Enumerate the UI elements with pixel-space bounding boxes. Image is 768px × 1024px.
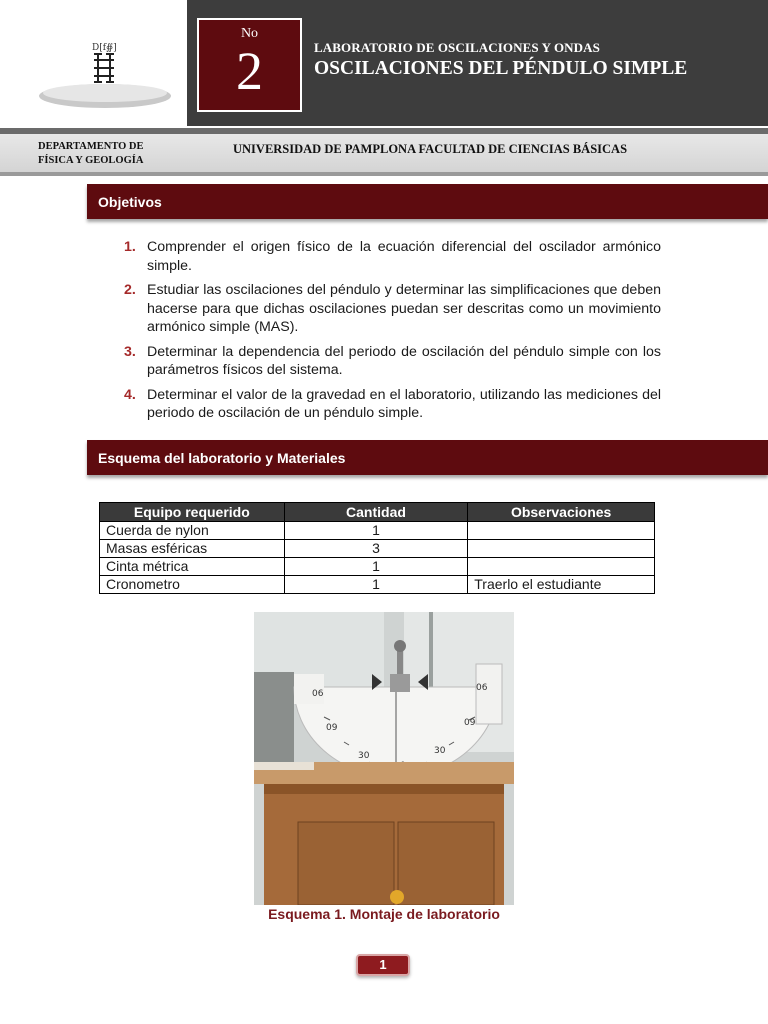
cell-quantity: 1 [284,576,468,594]
cell-quantity: 1 [284,522,468,540]
protractor-label: 30 [434,746,446,756]
column-header-equipment: Equipo requerido [100,503,285,522]
table-header-row [100,503,655,522]
cell-observations: Traerlo el estudiante [468,576,655,594]
list-item [124,281,661,337]
department-line-1: DEPARTAMENTO DE [38,141,144,152]
cell-equipment: Masas esféricas [100,540,285,558]
list-item-text: Determinar la dependencia del periodo de oscilación del péndulo simple con los parámetros físicos del sistema. [147,343,661,378]
protractor-label: 06 [476,683,488,693]
cell-observations [468,540,655,558]
objectives-heading-bar [87,184,768,219]
protractor-label: 06 [312,689,324,699]
list-item-text: Comprender el origen físico de la ecuación diferencial del oscilador armónico simple. [147,239,661,274]
pendulum-setup-image [254,612,514,905]
materials-heading: Esquema del laboratorio y Materiales [98,450,346,466]
materials-heading-bar [87,440,768,475]
table-row [100,558,655,576]
objectives-heading: Objetivos [98,194,162,210]
column-header-observations: Observaciones [468,503,655,522]
cell-observations [468,558,655,576]
band-divider [0,172,768,176]
table-row [100,522,655,540]
lab-number-box [197,18,302,112]
lab-subtitle: LABORATORIO DE OSCILACIONES Y ONDAS [314,40,600,55]
logo-text: D[f∯] [92,43,117,53]
cell-quantity: 1 [284,558,468,576]
lab-title: OSCILACIONES DEL PÉNDULO SIMPLE [314,58,688,79]
department-line-2: FÍSICA Y GEOLOGÍA [38,155,144,166]
list-item [124,386,661,423]
list-item-number: 3. [124,343,136,360]
protractor-label: 09 [326,723,338,733]
table-row [100,576,655,594]
objectives-list [124,238,661,429]
lab-number-label: No [240,26,259,41]
figure-caption: Esquema 1. Montaje de laboratorio [268,906,500,922]
list-item-number: 2. [124,282,136,298]
table-row [100,540,655,558]
department-name [38,140,144,168]
list-item-number: 1. [124,239,136,255]
lab-number: 2 [236,41,263,101]
materials-table [99,502,655,594]
protractor-label: 09 [464,718,476,728]
list-item [124,238,661,275]
cell-observations [468,522,655,540]
lab-setup-photo [254,612,514,905]
university-name: UNIVERSIDAD DE PAMPLONA FACULTAD DE CIENCIAS BÁSICAS [233,142,628,156]
list-item-number: 4. [124,386,136,403]
list-item [124,343,661,380]
cell-equipment: Cronometro [100,576,285,594]
cell-equipment: Cinta métrica [100,558,285,576]
page-number: 1 [356,954,410,976]
cell-quantity: 3 [284,540,468,558]
department-logo [30,38,180,118]
logo-icon [30,38,180,118]
column-header-quantity: Cantidad [284,503,468,522]
list-item-text: Estudiar las oscilaciones del péndulo y determinar las simplificaciones que deben hacerse para que dichas oscilaciones puedan ser descritas como un movimiento armónico simple (MAS). [147,282,661,335]
list-item-text: Determinar el valor de la gravedad en el laboratorio, utilizando las mediciones del periodo de oscilación de un péndulo simple. [147,386,661,421]
protractor-label: 30 [358,751,370,761]
cell-equipment: Cuerda de nylon [100,522,285,540]
